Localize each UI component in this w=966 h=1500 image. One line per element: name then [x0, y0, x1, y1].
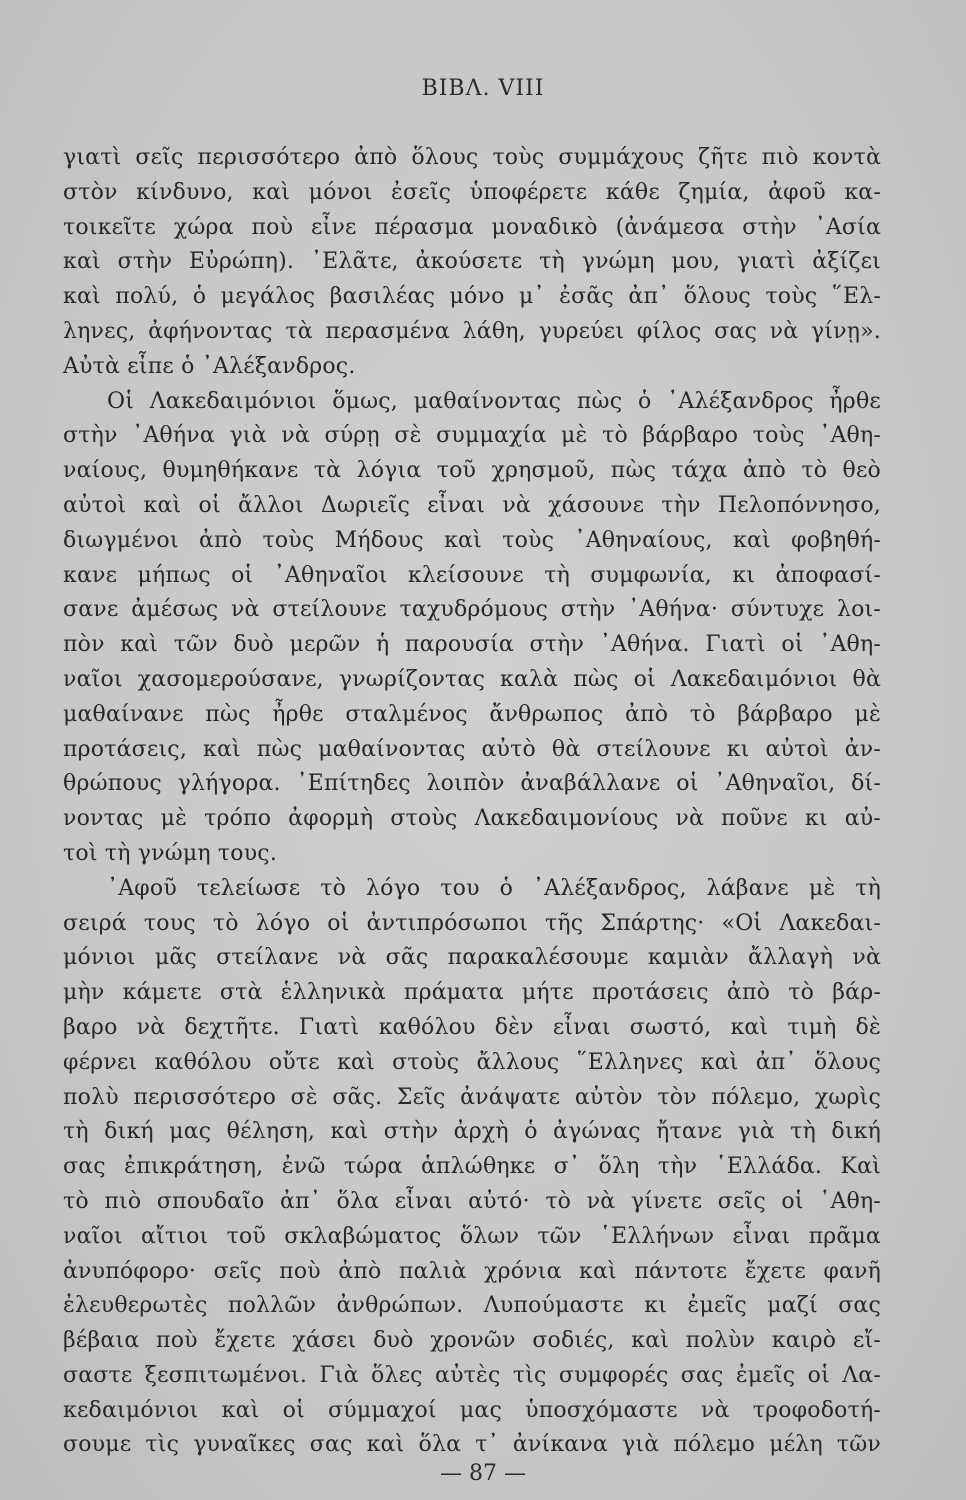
text-line: Οἱ Λακεδαιμόνιοι ὅμως, μαθαίνοντας πὼς ὁ ᾿Αλέξανδρος ἦρθε	[107, 388, 881, 414]
text-line: ληνες, ἀφήνοντας τὰ περασμένα λάθη, γυρεύει φίλος σας νὰ γίνῃ».	[63, 318, 881, 344]
text-line: στὴν ᾿Αθήνα γιὰ νὰ σύρῃ σὲ συμμαχία μὲ τὸ βάρβαρο τοὺς ᾿Αθη-	[63, 423, 881, 449]
text-line: ναίους, θυμηθήκανε τὰ λόγια τοῦ χρησμοῦ, πὼς τάχα ἀπὸ τὸ θεὸ	[63, 458, 881, 484]
text-line: τὸ πιὸ σπουδαῖο ἀπ᾿ ὅλα εἶναι αὐτό· τὸ νὰ γίνετε σεῖς οἱ ᾿Αθη-	[63, 1188, 881, 1214]
running-title: ΒΙΒΛ. VIII	[421, 76, 545, 101]
text-line: σουμε τὶς γυναῖκες σας καὶ ὅλα τ᾿ ἀνίκανα γιὰ πόλεμο μέλη τῶν	[63, 1432, 881, 1458]
text-line: σανε ἀμέσως νὰ στείλουνε ταχυδρόμους στὴν ᾿Αθήνα· σύντυχε λοι-	[63, 597, 881, 623]
body-text	[63, 141, 881, 1463]
page-number: — 87 —	[440, 1461, 526, 1486]
text-line: Αὐτὰ εἶπε ὁ ᾿Αλέξανδρος.	[63, 353, 356, 379]
text-line: καὶ πολύ, ὁ μεγάλος βασιλέας μόνο μ᾿ ἐσᾶς ἀπ᾿ ὅλους τοὺς ῞Ελ-	[63, 284, 881, 310]
text-line: μὴν κάμετε στὰ ἑλληνικὰ πράματα μήτε προτάσεις ἀπὸ τὸ βάρ-	[63, 980, 881, 1006]
text-line: κεδαιμόνιοι καὶ οἱ σύμμαχοί μας ὑποσχόμαστε νὰ τροφοδοτή-	[63, 1397, 881, 1423]
text-line: διωγμένοι ἀπὸ τοὺς Μήδους καὶ τοὺς ᾿Αθηναίους, καὶ φοβηθή-	[63, 527, 881, 553]
text-line: τοὶ τὴ γνώμη τους.	[63, 840, 278, 866]
text-line: μόνιοι μᾶς στείλανε νὰ σᾶς παρακαλέσουμε καμιὰν ἄλλαγὴ νὰ	[63, 945, 881, 971]
text-line: ἐλευθερωτὲς πολλῶν ἀνθρώπων. Λυπούμαστε κι ἐμεῖς μαζί σας	[63, 1293, 881, 1319]
text-line: φέρνει καθόλου οὔτε καὶ στοὺς ἄλλους ῞Ελληνες καὶ ἀπ᾿ ὅλους	[63, 1049, 881, 1075]
text-line: θρώπους γλήγορα. ᾿Επίτηδες λοιπὸν ἀναβάλλανε οἱ ᾿Αθηναῖοι, δί-	[63, 771, 881, 797]
text-line: τὴ δική μας θέληση, καὶ στὴν ἀρχὴ ὁ ἀγώνας ἤτανε γιὰ τὴ δική	[63, 1119, 881, 1145]
text-line: ναῖοι χασομερούσανε, γνωρίζοντας καλὰ πὼς οἱ Λακεδαιμόνιοι θὰ	[63, 666, 881, 692]
text-line: προτάσεις, καὶ πὼς μαθαίνοντας αὐτὸ θὰ στείλουνε κι αὐτοὶ ἀν-	[63, 736, 881, 762]
text-line: ἀνυπόφορο· σεῖς ποὺ ἀπὸ παλιὰ χρόνια καὶ πάντοτε ἔχετε φανῆ	[63, 1258, 881, 1284]
text-line: βαρο νὰ δεχτῆτε. Γιατὶ καθόλου δὲν εἶναι σωστό, καὶ τιμὴ δὲ	[63, 1014, 881, 1040]
text-line: πὸν καὶ τῶν δυὸ μερῶν ἡ παρουσία στὴν ᾿Αθήνα. Γιατὶ οἱ ᾿Αθη-	[63, 632, 881, 658]
text-line: σειρά τους τὸ λόγο οἱ ἀντιπρόσωποι τῆς Σπάρτης· «Οἱ Λακεδαι-	[63, 910, 881, 936]
text-line: νοντας μὲ τρόπο ἀφορμὴ στοὺς Λακεδαιμονίους νὰ ποῦνε κι αὐ-	[63, 806, 881, 832]
text-line: καὶ στὴν Εὐρώπη). ᾿Ελᾶτε, ἀκούσετε τὴ γνώμη μου, γιατὶ ἀξίζει	[63, 249, 881, 275]
text-line: ᾿Αφοῦ τελείωσε τὸ λόγο του ὁ ᾿Αλέξανδρος, λάβανε μὲ τὴ	[107, 875, 881, 901]
text-line: ναῖοι αἴτιοι τοῦ σκλαβώματος ὅλων τῶν ῾Ελλήνων εἶναι πρᾶμα	[63, 1223, 881, 1249]
text-line: κανε μήπως οἱ ᾿Αθηναῖοι κλείσουνε τὴ συμφωνία, κι ἀποφασί-	[63, 562, 881, 588]
text-line: τοικεῖτε χώρα ποὺ εἶνε πέρασμα μοναδικὸ (ἀνάμεσα στὴν ᾿Ασία	[63, 214, 881, 240]
text-line: σαστε ξεσπιτωμένοι. Γιὰ ὅλες αὐτὲς τὶς συμφορές σας ἐμεῖς οἱ Λα-	[63, 1362, 881, 1388]
text-line: στὸν κίνδυνο, καὶ μόνοι ἐσεῖς ὑποφέρετε κάθε ζημία, ἀφοῦ κα-	[63, 179, 881, 205]
text-line: πολὺ περισσότερο σὲ σᾶς. Σεῖς ἀνάψατε αὐτὸν τὸν πόλεμο, χωρὶς	[63, 1084, 881, 1110]
text-line: μαθαίνανε πὼς ἦρθε σταλμένος ἄνθρωπος ἀπὸ τὸ βάρβαρο μὲ	[63, 701, 881, 727]
text-line: αὐτοὶ καὶ οἱ ἄλλοι Δωριεῖς εἶναι νὰ χάσουνε τὴν Πελοπόννησο,	[63, 492, 881, 518]
text-line: βέβαια ποὺ ἔχετε χάσει δυὸ χρονῶν σοδιές, καὶ πολὺν καιρὸ εἴ-	[63, 1328, 881, 1354]
text-line: γιατὶ σεῖς περισσότερο ἀπὸ ὅλους τοὺς συμμάχους ζῆτε πιὸ κοντὰ	[63, 145, 881, 170]
text-line: σας ἐπικράτηση, ἐνῶ τώρα ἁπλώθηκε σ᾿ ὅλη τὴν ῾Ελλάδα. Καὶ	[63, 1154, 881, 1180]
